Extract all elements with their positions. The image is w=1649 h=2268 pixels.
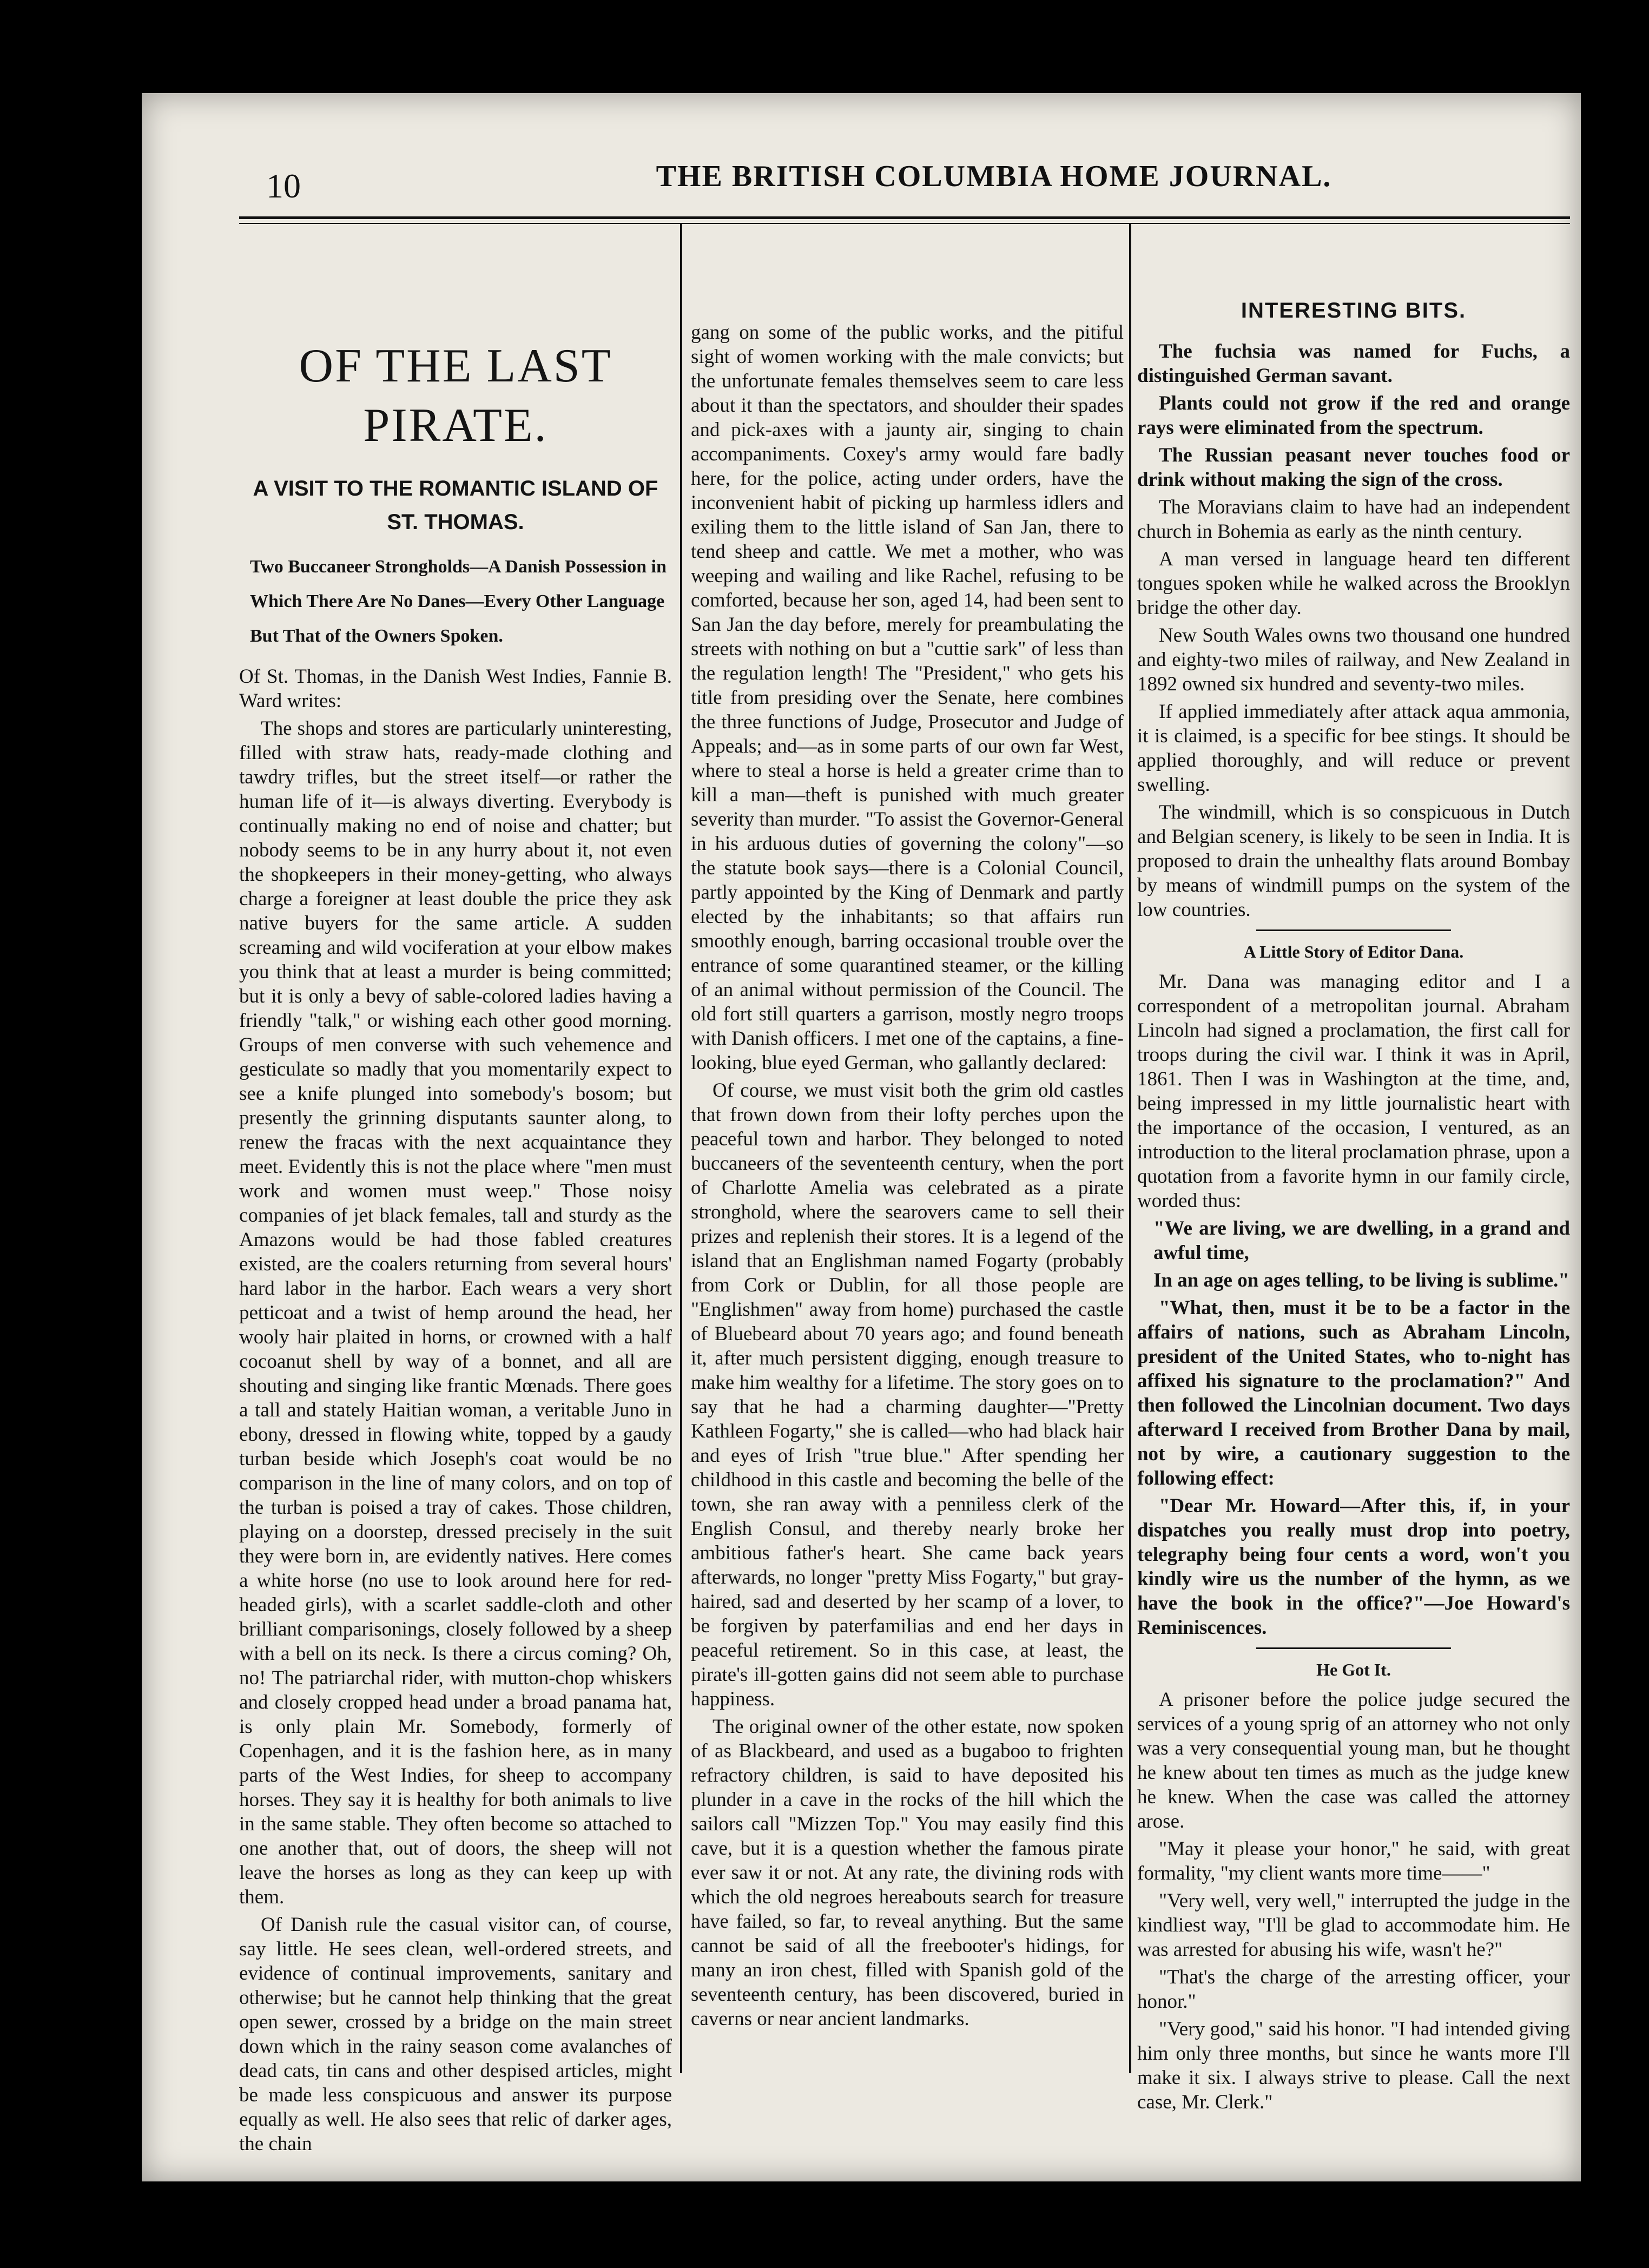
story-title: He Got It. <box>1316 1660 1391 1679</box>
masthead: THE BRITISH COLUMBIA HOME JOURNAL. <box>656 160 1332 193</box>
column-rule-1 <box>680 223 682 2073</box>
article-column-2 <box>691 320 1124 2181</box>
bit-paragraph: The fuchsia was named for Fuchs, a distinguished German savant. <box>1137 340 1570 387</box>
story-paragraph: "What, then, must it be to be a factor in the affairs of nations, such as Abraham Lincoln, president of the United States, who to-night has affixed his signature to the proclamation?" And then followed the Lincolnian document. Two days afterward I received from Brother Dana by mail, not by wire, a cautionary suggestion to the following effect: <box>1137 1297 1570 1489</box>
article-paragraph: The shops and stores are particularly uninteresting, filled with straw hats, ready-made clothing and tawdry trifles, but the street itself—or rather the human life of it—is always diverting. Everybody is continually making no end of noise and chatter; but nobody seems to be in any hurry about it, not even the shopkeepers in their money-getting, who always charge a foreigner at least double the price they ask native buyers for the same article. A sudden screaming and wild vociferation at your elbow makes you think that at least a murder is being committed; but it is only a bevy of sable-colored ladies having a friendly "talk," or wishing each other good morning. Groups of men converse with such vehemence and gesticulate so madly that you momentarily expect to see a knife plunged into somebody's bosom; but presently the grinning disputants saunter along, to renew the fracas with the next acquaintance they meet. Evidently this is not the place where "men must work and women must weep." Those noisy companies of jet black females, tall and sturdy as the Amazons would be had those fabled creatures existed, are the coalers returning from several hours' hard labor in the harbor. Each wears a very short petticoat and a twist of hemp around the head, her wooly hair plaited in horns, or crowned with a half cocoanut shell by way of a bonnet, and all are shouting and singing like frantic Mœnads. There goes a tall and stately Haitian woman, a veritable Juno in ebony, dressed in flowing white, topped by a gaudy turban beside which Joseph's coat would be no comparison in the line of many colors, and on top of the turban is poised a tray of cakes. Those children, playing on a doorstep, dressed precisely in the suit they were born in, are evidently natives. Here comes a white horse (no use to look around here for red-headed girls), with a scarlet saddle-cloth and other brilliant comparisonings, closely followed by a sheep with a bell on its neck. Is there a circus coming? Oh, no! The patriarchal rider, with mutton-chop whiskers and closely cropped head under a broad panama hat, is only plain Mr. Somebody, formerly of Copenhagen, and it is the fashion here, as in many parts of the West Indies, for sheep to accompany horses. They say it is healthy for both animals to live in the same stable. They often become so attached to one another that, out of doors, the sheep will not leave the horses as long as they can keep up with them. <box>239 717 672 1908</box>
section-divider <box>1256 1647 1451 1649</box>
bit-paragraph: The windmill, which is so conspicuous in Dutch and Belgian scenery, is likely to be seen in India. It is proposed to drain the unhealthy flats around Bombay by means of windmill pumps on the system of the low countries. <box>1137 801 1570 921</box>
article-paragraph: Of Danish rule the casual visitor can, of course, say little. He sees clean, well-ordered streets, and evidence of continual improvements, sanitary and otherwise; but he cannot help thinking that the great open sewer, crossed by a bridge on the main street down which in the rainy season come avalanches of dead cats, tin cans and other despised articles, might be made less conspicuous and answer its purpose equally as well. He also sees that relic of darker ages, the chain <box>239 1914 672 2155</box>
article-subhead: A VISIT TO THE ROMANTIC ISLAND OF ST. THOMAS. <box>253 477 658 534</box>
article-headline: OF THE LAST PIRATE. <box>299 340 612 452</box>
bit-paragraph: Plants could not grow if the red and orange rays were eliminated from the spectrum. <box>1137 392 1570 439</box>
bit-paragraph: If applied immediately after attack aqua ammonia, it is claimed, is a specific for bee stings. It should be applied thoroughly, and will reduce or prevent swelling. <box>1137 701 1570 796</box>
verse-line: "We are living, we are dwelling, in a grand and awful time, <box>1153 1217 1570 1264</box>
bit-paragraph: The Moravians claim to have had an independent church in Bohemia as early as the ninth century. <box>1137 496 1570 543</box>
article-paragraph: The original owner of the other estate, now spoken of as Blackbeard, and used as a bugaboo to frighten refractory children, is said to have deposited his plunder in a cave in the rocks of the hill which the sailors call "Mizzen Top." You may easily find this cave, but it is a question whether the famous pirate ever saw it or not. At any rate, the divining rods with which the old negroes hereabouts search for treasure have failed, so far, to reveal anything. But the same cannot be said of all the freebooter's hidings, for many an iron chest, filled with Spanish gold of the seventeenth century, has been discovered, buried in caverns or near ancient landmarks. <box>691 1716 1124 2030</box>
story-paragraph: "Very well, very well," interrupted the judge in the kindliest way, "I'll be glad to accommodate him. He was arrested for abusing his wife, wasn't he?" <box>1137 1890 1570 1961</box>
story-paragraph: Mr. Dana was managing editor and I a correspondent of a metropolitan journal. Abraham Lincoln had signed a proclamation, the first call for troops during the civil war. I think it was in April, 1861. Then I was in Washington at the time, and, being impressed in my little journalistic heart with the importance of the occasion, I ventured, as an introduction to the literal proclamation phrase, upon a quotation from a favorite hymn in our family circle, worded thus: <box>1137 971 1570 1212</box>
column-rule-2 <box>1129 223 1131 2073</box>
article-deck: Two Buccaneer Strongholds—A Danish Possession in Which There Are No Danes—Every Other Language But That of the Owners Spoken. <box>250 557 667 646</box>
column-title: INTERESTING BITS. <box>1241 299 1467 322</box>
article-paragraph: Of St. Thomas, in the Danish West Indies, Fannie B. Ward writes: <box>239 665 672 712</box>
article-paragraph: Of course, we must visit both the grim old castles that frown down from their lofty perches upon the peaceful town and harbor. They belonged to noted buccaneers of the seventeenth century, when the port of Charlotte Amelia was celebrated as a pirate stronghold, where the searovers came to sell their prizes and replenish their stores. It is a legend of the island that an Englishman named Fogarty (probably from Cork or Dublin, for all those people are "Englishmen" away from home) purchased the castle of Bluebeard about 70 years ago; and found beneath it, after much persistent digging, enough treasure to make him wealthy for a lifetime. The story goes on to say that he had a charming daughter—"Pretty Kathleen Fogarty," she is called—who had black hair and eyes of Irish "true blue." After spending her childhood in this castle and becoming the belle of the town, she ran away with a penniless clerk of the English Consul, and thereby nearly broke her ambitious father's heart. She came back years afterwards, no longer "pretty Miss Fogarty," but gray-haired, sad and deserted by her scamp of a lover, to be forgiven by paterfamilias and end her days in peaceful retirement. So in this case, at least, the pirate's ill-gotten gains did not seem able to purchase happiness. <box>691 1079 1124 1710</box>
story-paragraph: A prisoner before the police judge secured the services of a young sprig of an attorney who not only was a very consequential young man, but he thought he knew about ten times as much as the judge knew he knew. When the case was called the attorney arose. <box>1137 1689 1570 1832</box>
newspaper-page <box>142 93 1581 2181</box>
verse-line: In an age on ages telling, to be living is sublime." <box>1153 1269 1569 1291</box>
section-divider <box>1256 929 1451 931</box>
story-paragraph: "That's the charge of the arresting officer, your honor." <box>1137 1966 1570 2013</box>
story-paragraph: "Dear Mr. Howard—After this, if, in your dispatches you really must drop into poetry, telegraphy being four cents a word, won't you kindly wire us the number of the hymn, as we have the book in the office?"—Joe Howard's Reminiscences. <box>1137 1495 1570 1639</box>
bit-paragraph: New South Wales owns two thousand one hundred and eighty-two miles of railway, and New Zealand in 1892 owned six hundred and seventy-two miles. <box>1137 624 1570 695</box>
article-paragraph: gang on some of the public works, and the pitiful sight of women working with the male convicts; but the unfortunate females themselves seem to care less about it than the spectators, and shoulder their spades and pick-axes with a jaunty air, singing to chain accompaniments. Coxey's army would fare badly here, for the police, acting under orders, have the inconvenient habit of picking up harmless idlers and exiling them to the little island of San Jan, there to tend sheep and cattle. We met a mother, who was weeping and wailing and like Rachel, refusing to be comforted, because her son, aged 14, had been sent to San Jan the day before, merely for preambulating the streets with nothing on but a "cuttie sark" of less than the regulation length! The "President," who gets his title from presiding over the Senate, here combines the three functions of Judge, Prosecutor and Judge of Appeals; and—as in some parts of our own far West, where to steal a horse is held a greater crime than to kill a man—theft is punished with much greater severity than murder. "To assist the Governor-General in his arduous duties of governing the colony"—so the statute book says—there is a Colonial Council, partly appointed by the King of Denmark and partly elected by the inhabitants; so that affairs run smoothly enough, barring occasional trouble over the entrance of some quarantined steamer, or the killing of an animal without permission of the Council. The old fort still quarters a garrison, mostly negro troops with Danish officers. I met one of the captains, a fine-looking, blue eyed German, who gallantly declared: <box>691 321 1124 1074</box>
story-paragraph: "May it please your honor," he said, with great formality, "my client wants more time——" <box>1137 1838 1570 1884</box>
interesting-bits-column <box>1137 299 1570 2181</box>
article-column-1 <box>239 320 672 2181</box>
story-paragraph: "Very good," said his honor. "I had intended giving him only three months, but since he wants more I'll make it six. I always strive to please. Call the next case, Mr. Clerk." <box>1137 2018 1570 2113</box>
story-title: A Little Story of Editor Dana. <box>1243 942 1464 961</box>
masthead-rule <box>239 216 1570 219</box>
bit-paragraph: The Russian peasant never touches food or drink without making the sign of the cross. <box>1137 444 1570 491</box>
bit-paragraph: A man versed in language heard ten different tongues spoken while he walked across the Brooklyn bridge the other day. <box>1137 548 1570 619</box>
page-number: 10 <box>266 167 301 205</box>
masthead-rule-2 <box>239 223 1570 224</box>
